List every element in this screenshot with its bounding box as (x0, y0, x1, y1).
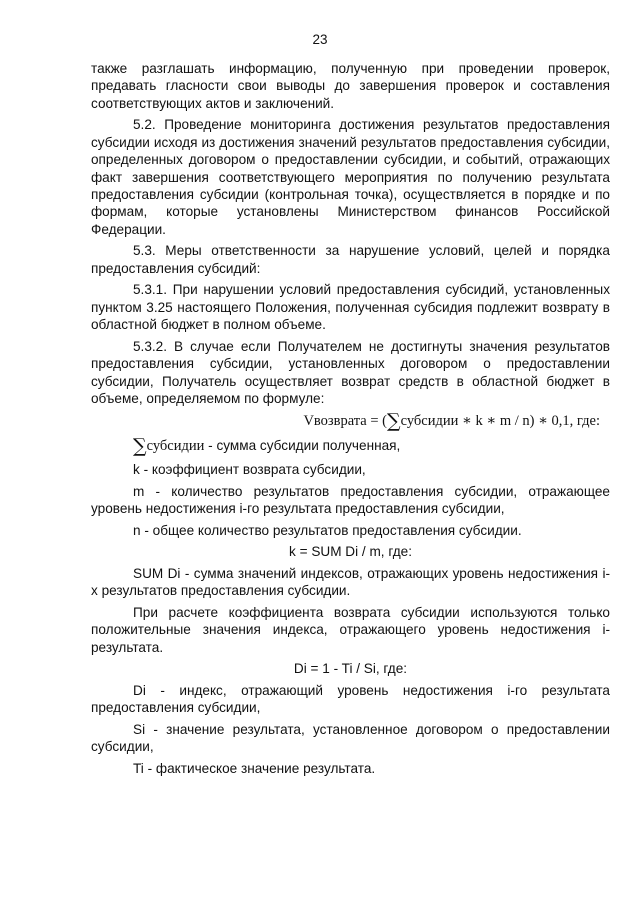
page-number: 23 (312, 32, 328, 47)
sum-symbol-icon: ∑ (133, 434, 147, 457)
paragraph-5-2-monitoring: 5.2. Проведение мониторинга достижения результатов предоставления субсидии исходя из достижения значений результатов предоставления субсидии, определенных договором о предоставлении субсидии, и событий, отражающих факт завершения соответствующего мероприятия по получению результата предоставления субсидии (контрольная точка), осуществляется в порядке и по формам, которые установлены Министерством финансов Российской Федерации. (91, 117, 610, 237)
formula-return-rhs: субсидии ∗ k ∗ m / n) ∗ 0,1, где: (400, 412, 600, 429)
definition-n: n - общее количество результатов предоставления субсидии. (133, 522, 522, 538)
paragraph-inspection-disclosure: также разглашать информацию, полученную при проведении проверок, предавать гласности свои выводы до завершения проверок и составления соответствующих актов и заключений. (91, 61, 610, 111)
paragraph-5-3-2-partial-return: 5.3.2. В случае если Получателем не достигнуты значения результатов предоставления субсидии, установленных договором о предоставлении субсидии, Получатель осуществляет возврат средств в областной бюджет в объеме, определяемом по формуле: (91, 338, 610, 407)
sum-symbol-icon: ∑ (387, 409, 401, 432)
formula-return-lhs: Vвозврата = ( (303, 412, 387, 429)
paragraph-5-3-responsibility: 5.3. Меры ответственности за нарушение условий, целей и порядка предоставления субсидий: (91, 243, 610, 276)
formula-di: Di = 1 - Ti / Si, где: (293, 661, 408, 677)
definition-di: Di - индекс, отражающий уровень недостижения i-го результата предоставления субсидии, (91, 682, 610, 716)
document-body (91, 60, 610, 781)
definition-sum-subsidy (91, 434, 610, 457)
definition-si: Si - значение результата, установленное договором о предоставлении субсидии, (91, 721, 610, 755)
formula-return-volume (91, 409, 610, 432)
definition-sum-text: - сумма субсидии полученная, (204, 437, 401, 453)
definition-sum-di: SUM Di - сумма значений индексов, отражающих уровень недостижения i-х результатов предоставления субсидии. (91, 565, 610, 599)
paragraph-5-3-1-full-return: 5.3.1. При нарушении условий предоставления субсидий, установленных пунктом 3.25 настоящего Положения, полученная субсидия подлежит возврату в областной бюджет в полном объеме. (91, 282, 610, 333)
definition-ti: Ti - фактическое значение результата. (133, 760, 376, 776)
definition-sum-term: субсидии (146, 437, 205, 454)
definition-m: m - количество результатов предоставления субсидии, отражающее уровень недостижения i-го результата предоставления субсидии, (91, 483, 610, 517)
paragraph-positive-values: При расчете коэффициента возврата субсидии используются только положительные значения индекса, отражающего уровень недостижения i-результата. (91, 604, 610, 655)
definition-k: k - коэффициент возврата субсидии, (133, 462, 366, 478)
formula-k: k = SUM Di / m, где: (289, 544, 412, 560)
